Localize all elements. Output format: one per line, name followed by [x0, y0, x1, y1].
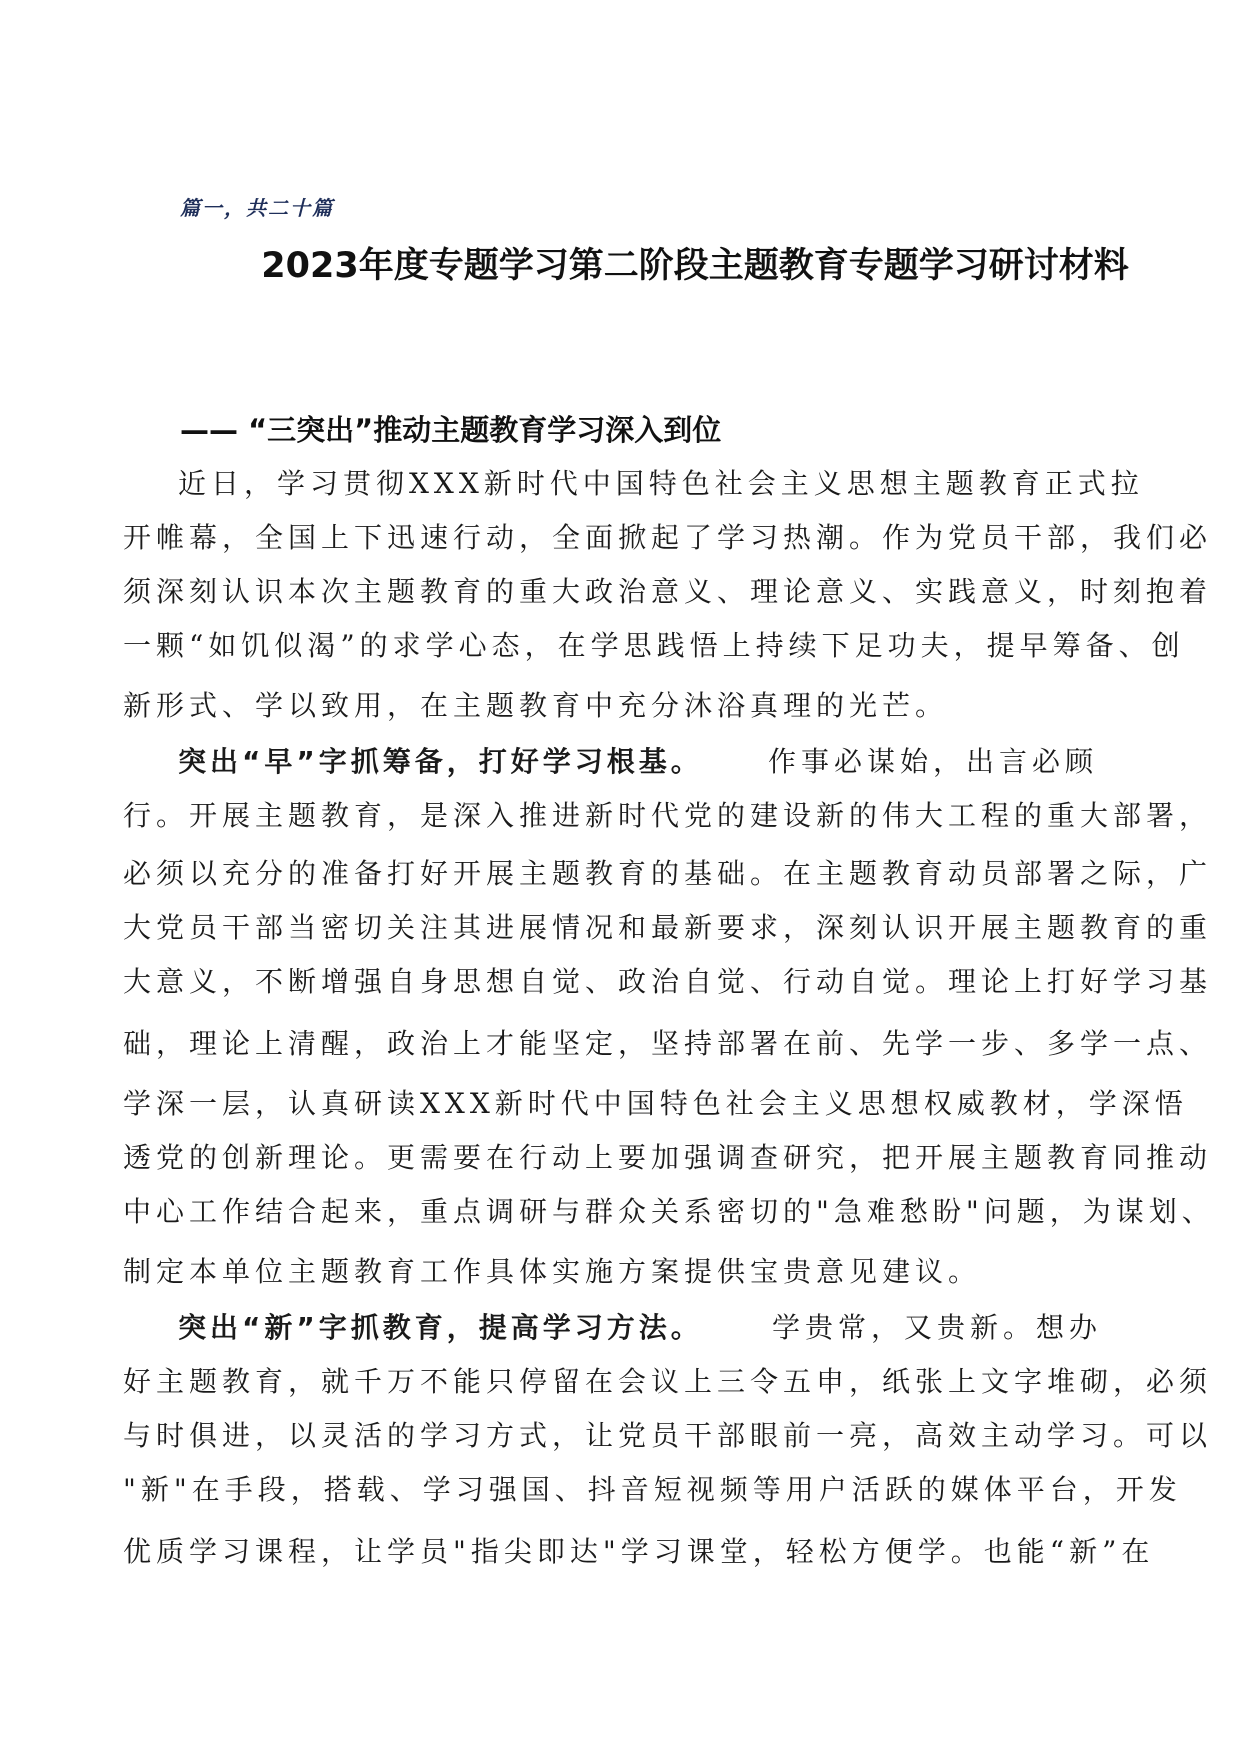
section-paragraph-line: 优质学习课程，让学员"指尖即达"学习课堂，轻松方便学。也能“新”在 — [123, 1535, 1155, 1568]
intro-line: 新形式、学以致用，在主题教育中充分沐浴真理的光芒。 — [123, 689, 949, 722]
intro-line: 开帷幕，全国上下迅速行动，全面掀起了学习热潮。作为党员干部，我们必 — [123, 521, 1213, 554]
section-paragraph-line: 好主题教育，就千万不能只停留在会议上三令五申，纸张上文字堆砌，必须 — [123, 1365, 1213, 1398]
section-paragraph-line: 中心工作结合起来，重点调研与群众关系密切的"急难愁盼"问题，为谋划、 — [123, 1195, 1215, 1228]
section-paragraph-line: "新"在手段，搭载、学习强国、抖音短视频等用户活跃的媒体平台，开发 — [123, 1473, 1182, 1506]
section-heading: 突出“早”字抓筹备，打好学习根基。 — [178, 745, 703, 778]
section-paragraph-line: 学深一层，认真研读XXX新时代中国特色社会主义思想权威教材，学深悟 — [123, 1087, 1188, 1120]
section-paragraph-line: 透党的创新理论。更需要在行动上要加强调查研究，把开展主题教育同推动 — [123, 1141, 1213, 1174]
section-heading: 突出“新”字抓教育，提高学习方法。 — [178, 1311, 703, 1344]
section-paragraph-line: 制定本单位主题教育工作具体实施方案提供宝贵意见建议。 — [123, 1255, 982, 1288]
section-paragraph-line: 大意义，不断增强自身思想自觉、政治自觉、行动自觉。理论上打好学习基 — [123, 965, 1213, 998]
document-subtitle: —— “三突出”推动主题教育学习深入到位 — [180, 413, 722, 447]
section-paragraph-line: 础，理论上清醒，政治上才能坚定，坚持部署在前、先学一步、多学一点、 — [123, 1027, 1213, 1060]
section-paragraph-line: 作事必谋始，出言必顾 — [768, 745, 1099, 778]
document-title: 2023年度专题学习第二阶段主题教育专题学习研讨材料 — [261, 246, 1129, 286]
section-paragraph-line: 行。开展主题教育，是深入推进新时代党的建设新的伟大工程的重大部署， — [123, 799, 1213, 832]
intro-line: 须深刻认识本次主题教育的重大政治意义、理论意义、实践意义，时刻抱着 — [123, 575, 1213, 608]
section-paragraph-line: 必须以充分的准备打好开展主题教育的基础。在主题教育动员部署之际，广 — [123, 857, 1213, 890]
intro-line: 一颗“如饥似渴”的求学心态，在学思践悟上持续下足功夫，提早筹备、创 — [123, 629, 1185, 662]
intro-line: 近日，学习贯彻XXX新时代中国特色社会主义思想主题教育正式拉 — [178, 467, 1144, 500]
section-paragraph-line: 与时俱进，以灵活的学习方式，让党员干部眼前一亮，高效主动学习。可以 — [123, 1419, 1213, 1452]
section-paragraph-line: 学贵常，又贵新。想办 — [772, 1311, 1103, 1344]
series-label: 篇一，共二十篇 — [180, 196, 334, 220]
section-paragraph-line: 大党员干部当密切关注其进展情况和最新要求，深刻认识开展主题教育的重 — [123, 911, 1213, 944]
